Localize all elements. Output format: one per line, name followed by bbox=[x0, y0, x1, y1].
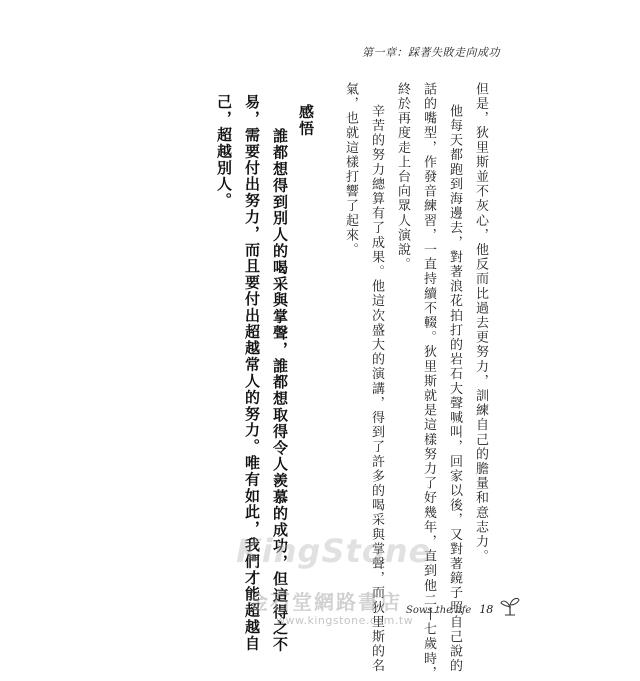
insight-heading: 感悟 bbox=[297, 104, 315, 137]
body-line: 辛苦的努力總算有了成果。他這次盛大的演講，得到了許多的喝采與掌聲，而狄里斯的名 bbox=[369, 104, 384, 674]
footer-caption: Sows the life bbox=[406, 605, 472, 616]
body-line: 但是，狄里斯並不灰心，他反而比過去更努力，訓練自己的膽量和意志力。 bbox=[473, 82, 488, 564]
body-line: 氣，也就這樣打響了起來。 bbox=[343, 82, 358, 258]
watermark-brand: KingStone bbox=[236, 532, 432, 570]
page-footer bbox=[406, 596, 521, 616]
sprout-icon bbox=[499, 596, 521, 616]
body-line: 話的嘴型，作發音練習，一直持續不輟。狄里斯就是這樣努力了好幾年，直到他二十七歲時， bbox=[421, 82, 436, 681]
insight-line: 己，超越別人。 bbox=[215, 94, 233, 209]
running-header: 第一章：踩著失敗走向成功 bbox=[362, 46, 500, 59]
watermark-url: www.kingstone.com.tw bbox=[276, 614, 414, 627]
body-line: 他每天都跑到海邊去，對著浪花拍打的岩石大聲喊叫，回家以後，又對著鏡子照自己說的 bbox=[447, 104, 462, 674]
insight-line: 易，需要付出努力，而且要付出超越常人的努力。唯有如此，我們才能超越自 bbox=[243, 94, 261, 652]
page-number: 18 bbox=[479, 603, 494, 616]
watermark-chinese: 金石堂網路書店 bbox=[248, 590, 402, 614]
insight-line: 誰都想得到別人的喝采與掌聲，誰都想取得令人羨慕的成功，但這得之不 bbox=[271, 128, 289, 653]
body-line: 終於再度走上台向眾人演說。 bbox=[395, 82, 410, 272]
